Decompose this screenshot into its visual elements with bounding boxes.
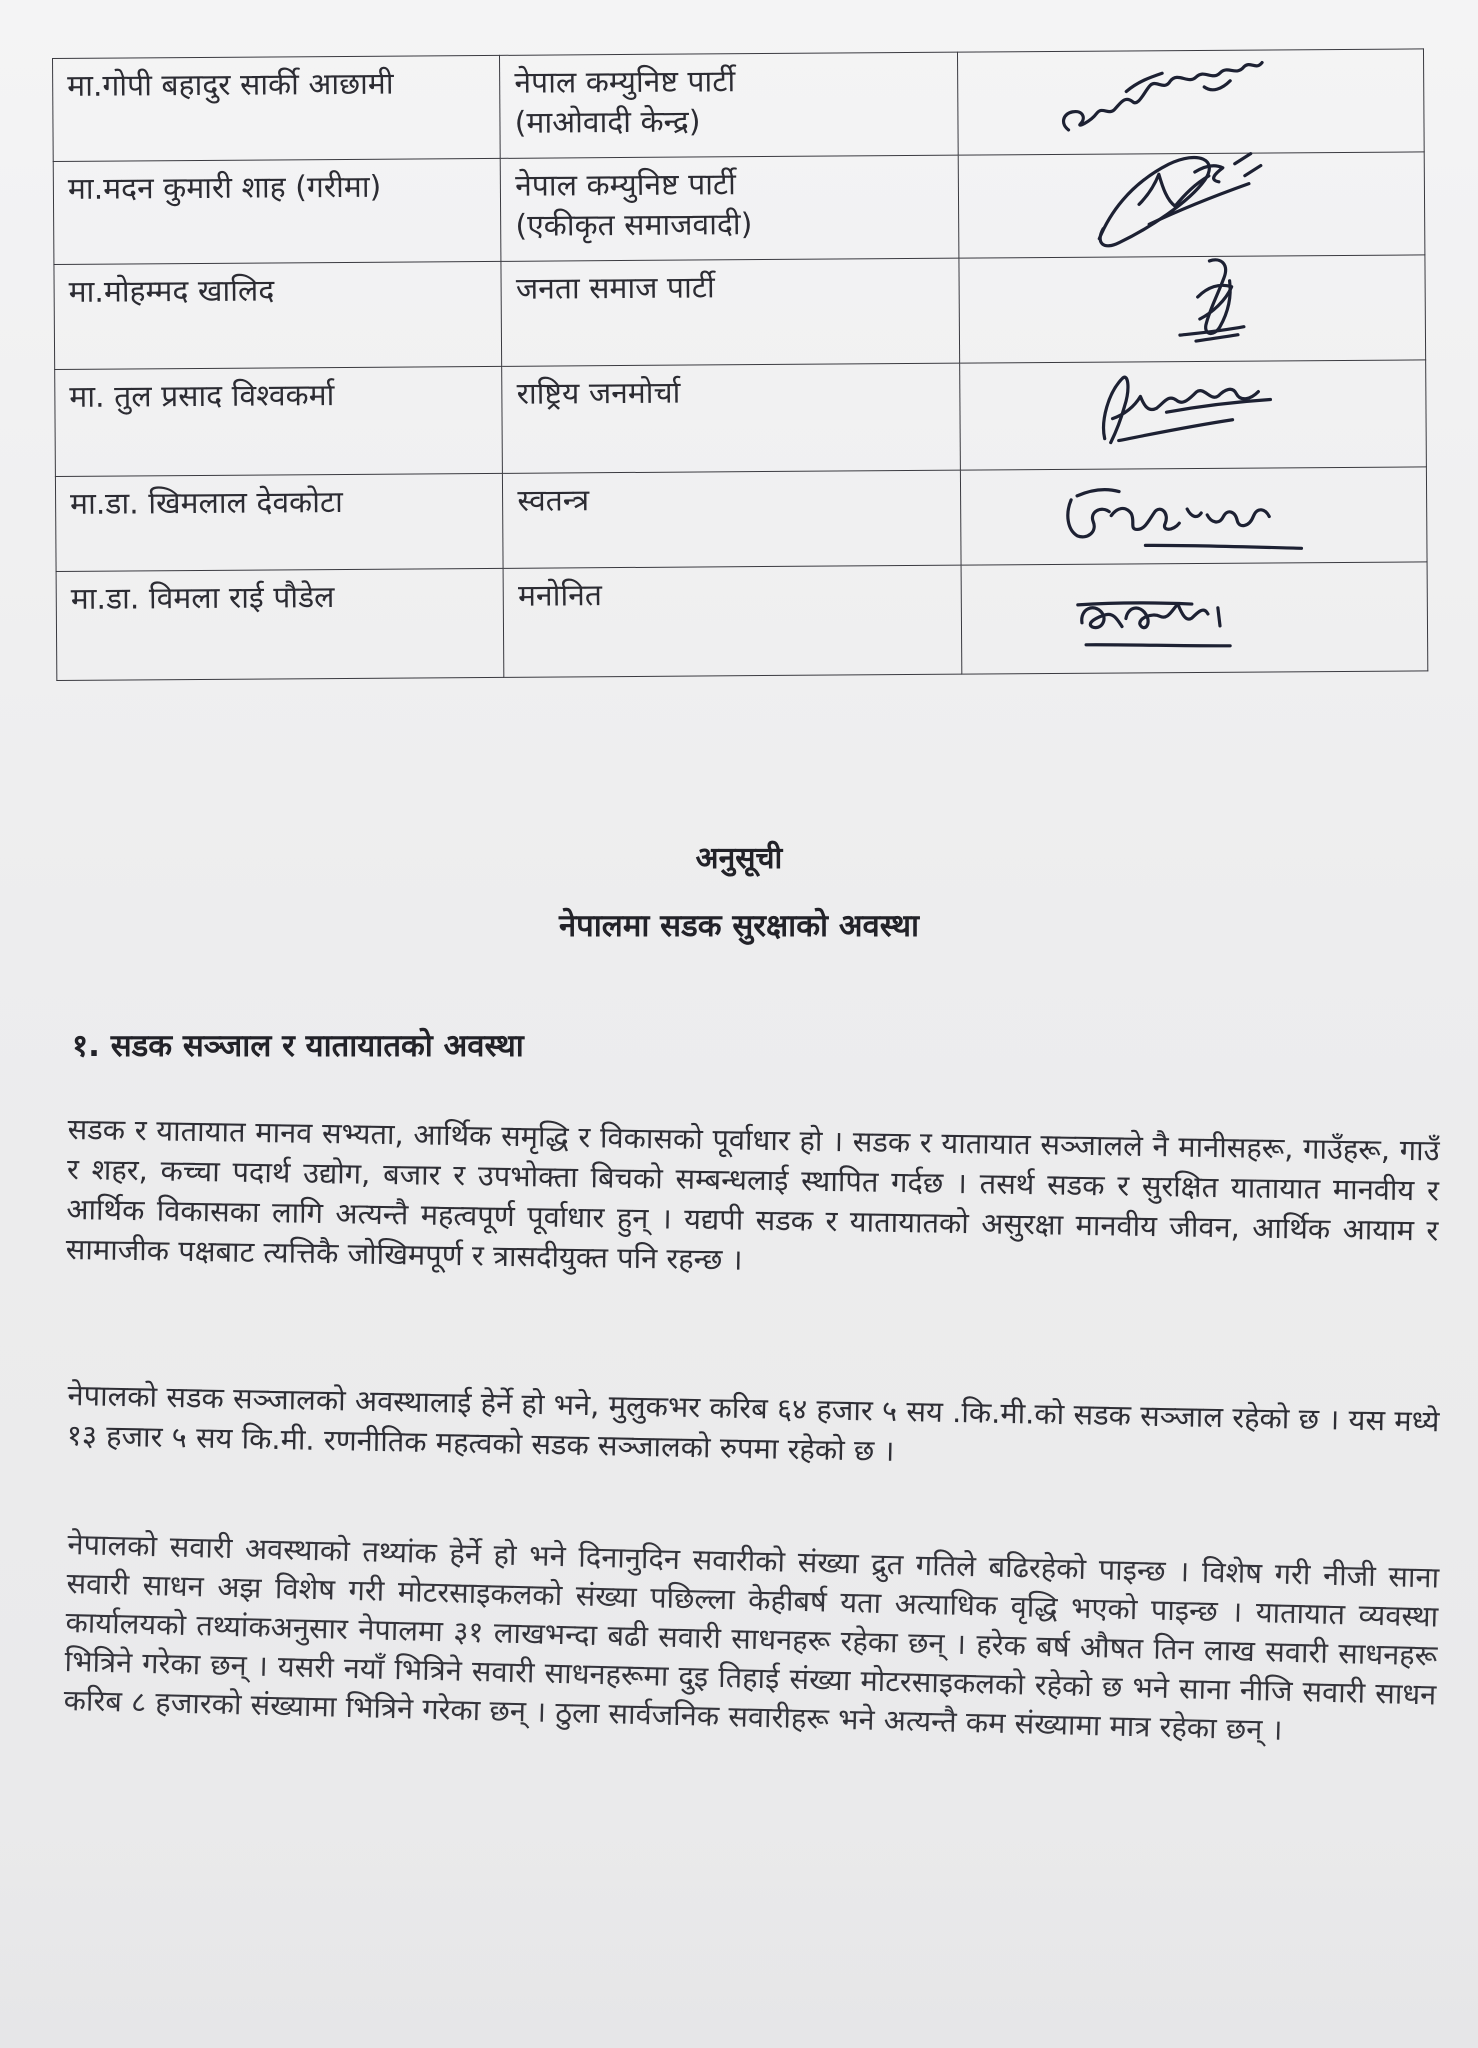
party-cell — [503, 565, 961, 677]
paragraph: नेपालको सडक सञ्जालको अवस्थालाई हेर्ने हो भने, मुलुकभर करिब ६४ हजार ५ सय .कि.मी.को सडक सञ्जाल रहेको छ । यस मध्ये १३ हजार ५ सय कि.मी. रणनीतिक महत्वको सडक सञ्जालको रुपमा रहेको छ । — [66, 1377, 1440, 1468]
handwritten-signature — [997, 50, 1338, 142]
signature-cell — [958, 152, 1425, 258]
handwritten-signature — [1001, 563, 1342, 655]
signature-cell — [958, 255, 1425, 363]
table-row — [56, 562, 1428, 681]
party-cell — [500, 52, 958, 158]
party-cell — [501, 258, 959, 366]
party-name: राष्ट्रिय जनमोर्चा — [516, 375, 681, 412]
party-name: (एकीकृत समाजवादी) — [515, 207, 753, 244]
party-cell — [500, 155, 958, 261]
member-name: मा.डा. विमला राई पौडेल — [56, 568, 504, 680]
handwritten-signature — [1000, 468, 1341, 560]
party-name: (माओवादी केन्द्र) — [514, 104, 701, 141]
party-cell — [503, 470, 961, 568]
party-name: स्वतन्त्र — [517, 483, 590, 519]
table-row — [54, 255, 1426, 370]
table-row — [55, 467, 1427, 572]
handwritten-signature — [998, 153, 1339, 245]
member-name: मा.मदन कुमारी शाह (गरीमा) — [53, 158, 501, 264]
party-name: जनता समाज पार्टी — [515, 270, 715, 307]
section-heading: १. सडक सञ्जाल र यातायातको अवस्था — [72, 1028, 524, 1064]
table-row — [53, 152, 1425, 265]
party-name: नेपाल कम्युनिष्ट पार्टी — [514, 64, 736, 101]
paragraph: नेपालको सवारी अवस्थाको तथ्यांक हेर्ने हो भने दिनानुदिन सवारीको संख्या द्रुत गतिले बढिरहेको पाइन्छ । विशेष गरी नीजी साना सवारी साधन अझ विशेष गरी मोटरसाइकलको संख्या पछिल्ला केहीबर्ष यता अत्याधिक वृद्धि भएको पाइन्छ । यातायात व्यवस्था कार्यालयको तथ्यांकअनुसार नेपालमा ३१ लाखभन्दा बढी सवारी साधनहरू रहेका छन् । हरेक बर्ष औषत तिन लाख सवारी साधनहरू भित्रिने गरेका छन् । यसरी नयाँ भित्रिने सवारी साधनहरूमा दुइ तिहाई संख्या मोटरसाइकलको रहेको छ भने साना नीजि सवारी साधन करिब ८ हजारको संख्यामा भित्रिने गरेका छन् । ठुला सार्वजनिक सवारीहरू भने अत्यन्तै कम संख्यामा मात्र रहेका छन् । — [63, 1526, 1440, 1747]
party-name: नेपाल कम्युनिष्ट पार्टी — [515, 167, 736, 204]
handwritten-signature — [999, 256, 1340, 348]
annex-subtitle: नेपालमा सडक सुरक्षाको अवस्था — [558, 908, 920, 944]
handwritten-signature — [1000, 361, 1341, 453]
signature-cell — [961, 562, 1428, 674]
signature-cell — [960, 467, 1427, 565]
signature-table — [52, 48, 1428, 681]
party-name: मनोनित — [517, 578, 603, 614]
paragraph: सडक र यातायात मानव सभ्यता, आर्थिक समृद्धि र विकासको पूर्वाधार हो । सडक र यातायात सञ्जालले नै मानीसहरू, गाउँहरू, गाउँ र शहर, कच्चा पदार्थ उद्योग, बजार र उपभोक्ता बिचको सम्बन्धलाई स्थापित गर्दछ । तसर्थ सडक र सुरक्षित यातायात मानवीय र आर्थिक विकासका लागि अत्यन्तै महत्वपूर्ण पूर्वाधार हुन् । यद्यपी सडक र यातायातको असुरक्षा मानवीय जीवन, आर्थिक आयाम र सामाजीक पक्षबाट त्यत्तिकै जोखिमपूर्ण र त्रासदीयुक्त पनि रहन्छ । — [65, 1111, 1440, 1277]
annex-title: अनुसूची — [695, 841, 783, 876]
member-name: मा.मोहम्मद खालिद — [54, 261, 502, 369]
signature-cell — [957, 49, 1424, 155]
paper-shadow — [0, 1840, 1478, 2048]
table-row — [53, 49, 1425, 162]
member-name: मा.डा. खिमलाल देवकोटा — [55, 473, 503, 571]
signature-cell — [959, 360, 1426, 470]
party-cell — [502, 363, 960, 473]
table-row — [55, 360, 1427, 477]
member-name: मा. तुल प्रसाद विश्वकर्मा — [55, 366, 503, 476]
member-name: मा.गोपी बहादुर सार्की आछामी — [53, 55, 501, 161]
